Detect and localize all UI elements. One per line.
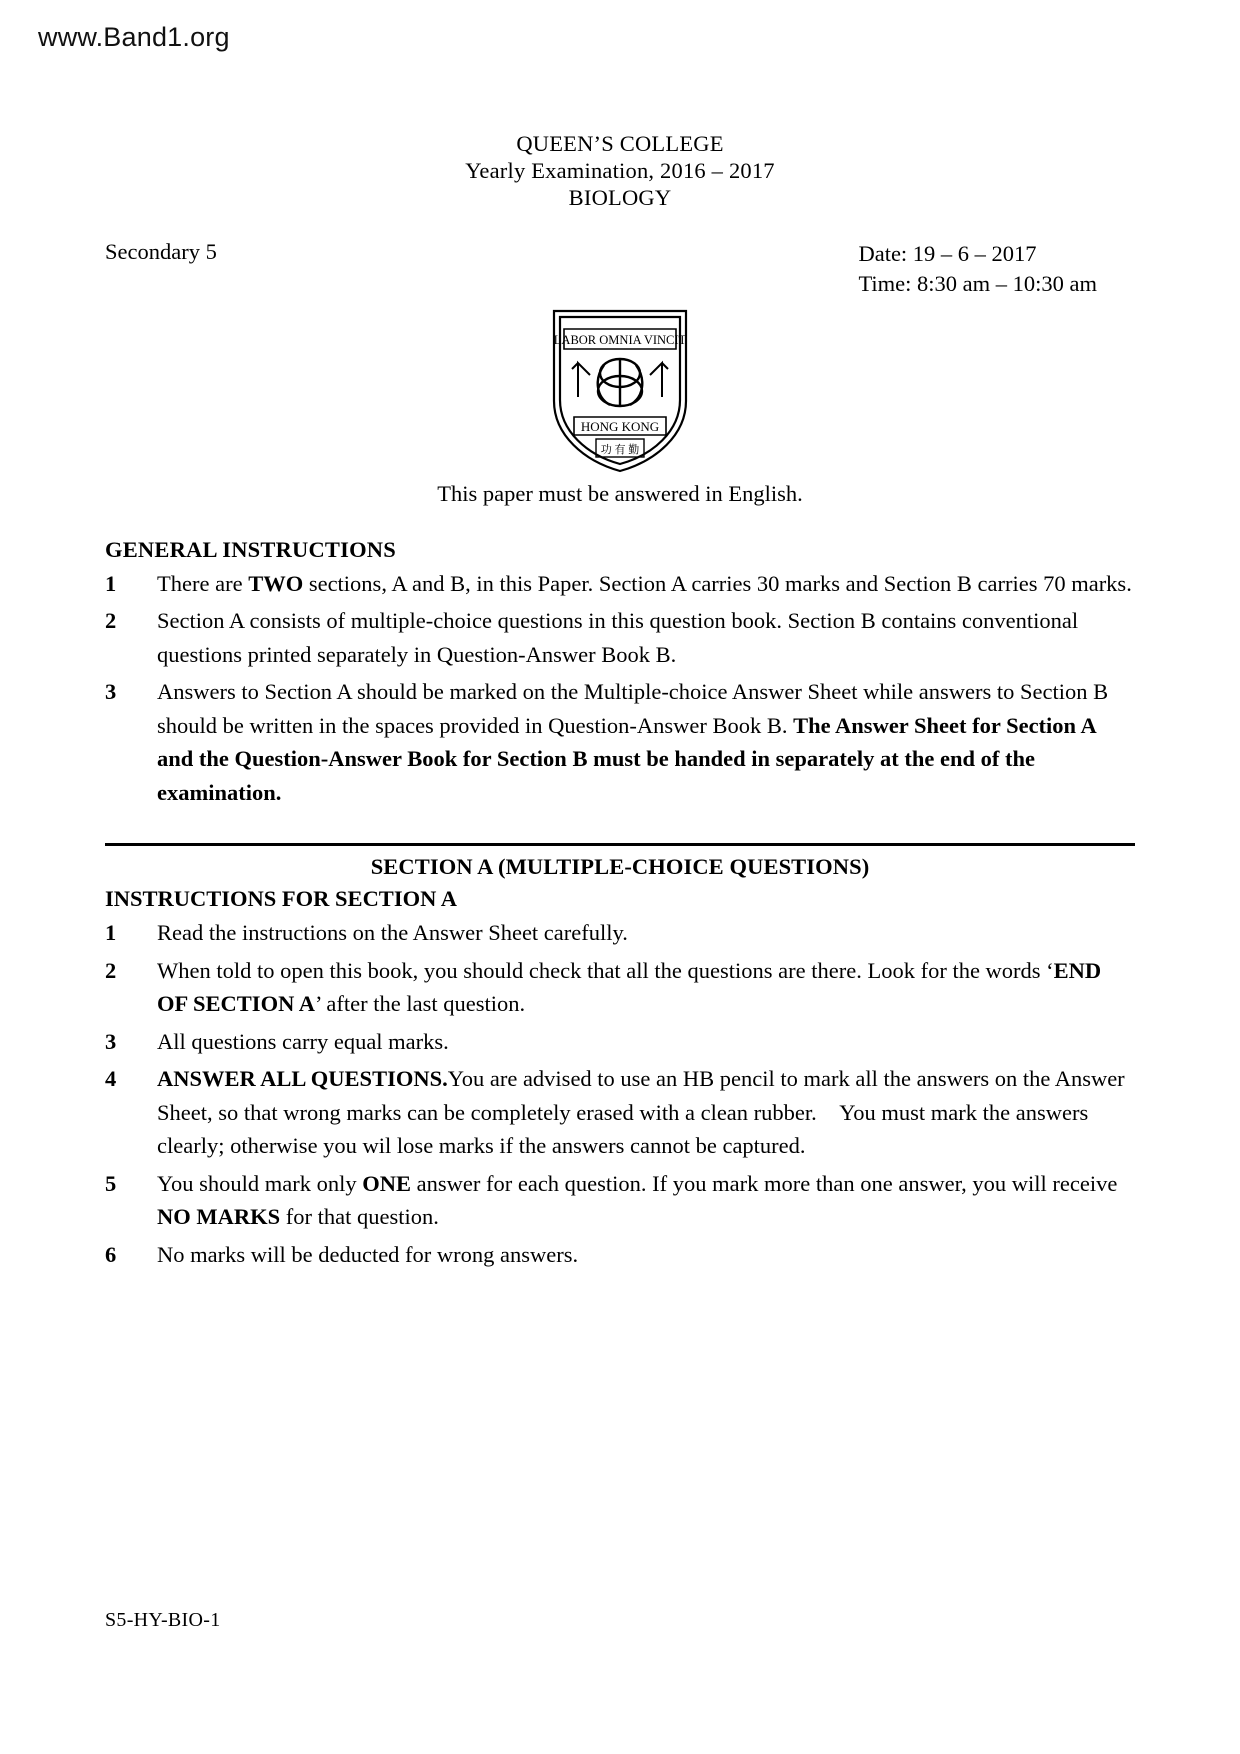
section-a-instructions-list bbox=[105, 916, 1135, 1271]
page-footer-code: S5-HY-BIO-1 bbox=[105, 1609, 221, 1631]
list-item-text: ANSWER ALL QUESTIONS.You are advised to use an HB pencil to mark all the answers on the Answer Sheet, so that wrong marks can be completely erased with a clean rubber. You must mark the answers clearly; otherwise you wil lose marks if the answers cannot be captured. bbox=[157, 1066, 1125, 1159]
crest-place-text: HONG KONG bbox=[580, 418, 660, 434]
list-item-text: No marks will be deducted for wrong answers. bbox=[157, 1241, 579, 1267]
list-item bbox=[105, 675, 1135, 809]
crest-motto-text: LABOR OMNIA VINCIT bbox=[553, 332, 687, 347]
list-item-text: You should mark only ONE answer for each question. If you mark more than one answer, you will receive NO MARKS for that question. bbox=[157, 1170, 1118, 1230]
list-item-number: 6 bbox=[105, 1241, 117, 1267]
list-item-text: There are TWO sections, A and B, in this Paper. Section A carries 30 marks and Section B carries 70 marks. bbox=[157, 570, 1132, 596]
level-label: Secondary 5 bbox=[105, 238, 217, 264]
list-item-text: Read the instructions on the Answer Sheet carefully. bbox=[157, 920, 628, 946]
school-crest-container bbox=[105, 305, 1135, 477]
list-item-text: All questions carry equal marks. bbox=[157, 1028, 449, 1054]
list-item bbox=[105, 1025, 1135, 1059]
general-instructions-list bbox=[105, 567, 1135, 810]
page-content bbox=[105, 130, 1135, 1271]
list-item-number: 5 bbox=[105, 1170, 117, 1196]
list-item bbox=[105, 916, 1135, 950]
school-name: QUEEN’S COLLEGE bbox=[516, 131, 724, 156]
exam-date: Date: 19 – 6 – 2017 bbox=[858, 240, 1037, 266]
list-item-text: Section A consists of multiple-choice questions in this question book. Section B contains conventional questions printed separately in Question-Answer Book B. bbox=[157, 608, 1079, 667]
list-item-text: When told to open this book, you should check that all the questions are there. Look for the words ‘END OF SECTION A’ after the last question. bbox=[157, 957, 1102, 1017]
list-item-number: 3 bbox=[105, 679, 117, 705]
list-item bbox=[105, 604, 1135, 671]
general-instructions-heading: GENERAL INSTRUCTIONS bbox=[105, 536, 396, 562]
subject-title: BIOLOGY bbox=[568, 185, 672, 211]
list-item bbox=[105, 567, 1135, 601]
list-item-number: 1 bbox=[105, 920, 117, 946]
list-item-number: 4 bbox=[105, 1066, 117, 1092]
english-note: This paper must be answered in English. bbox=[437, 480, 803, 506]
exam-title: Yearly Examination, 2016 – 2017 bbox=[465, 158, 775, 184]
list-item-number: 1 bbox=[105, 570, 117, 596]
exam-header bbox=[105, 130, 1135, 212]
section-divider bbox=[105, 843, 1135, 846]
list-item bbox=[105, 1238, 1135, 1272]
list-item-number: 2 bbox=[105, 608, 117, 634]
crest-chinese-text: 功 有 勤 bbox=[600, 443, 640, 456]
date-time-block bbox=[858, 239, 1097, 299]
exam-meta-row bbox=[105, 239, 1135, 301]
list-item-number: 3 bbox=[105, 1028, 117, 1054]
list-item bbox=[105, 1167, 1135, 1234]
section-a-banner: SECTION A (MULTIPLE-CHOICE QUESTIONS) bbox=[370, 854, 870, 880]
list-item bbox=[105, 954, 1135, 1021]
school-crest-icon bbox=[544, 305, 696, 477]
watermark-text: www.Band1.org bbox=[38, 22, 230, 52]
list-item bbox=[105, 1062, 1135, 1163]
section-a-instructions-heading: INSTRUCTIONS FOR SECTION A bbox=[105, 886, 457, 912]
list-item-text: Answers to Section A should be marked on the Multiple-choice Answer Sheet while answers to Section B should be written in the spaces provided in Question-Answer Book B. The Answer Sheet for Section A and the Question-Answer Book for Section B must be handed in separately at the end of the examination. bbox=[157, 679, 1109, 805]
list-item-number: 2 bbox=[105, 957, 117, 983]
exam-time: Time: 8:30 am – 10:30 am bbox=[858, 270, 1097, 296]
